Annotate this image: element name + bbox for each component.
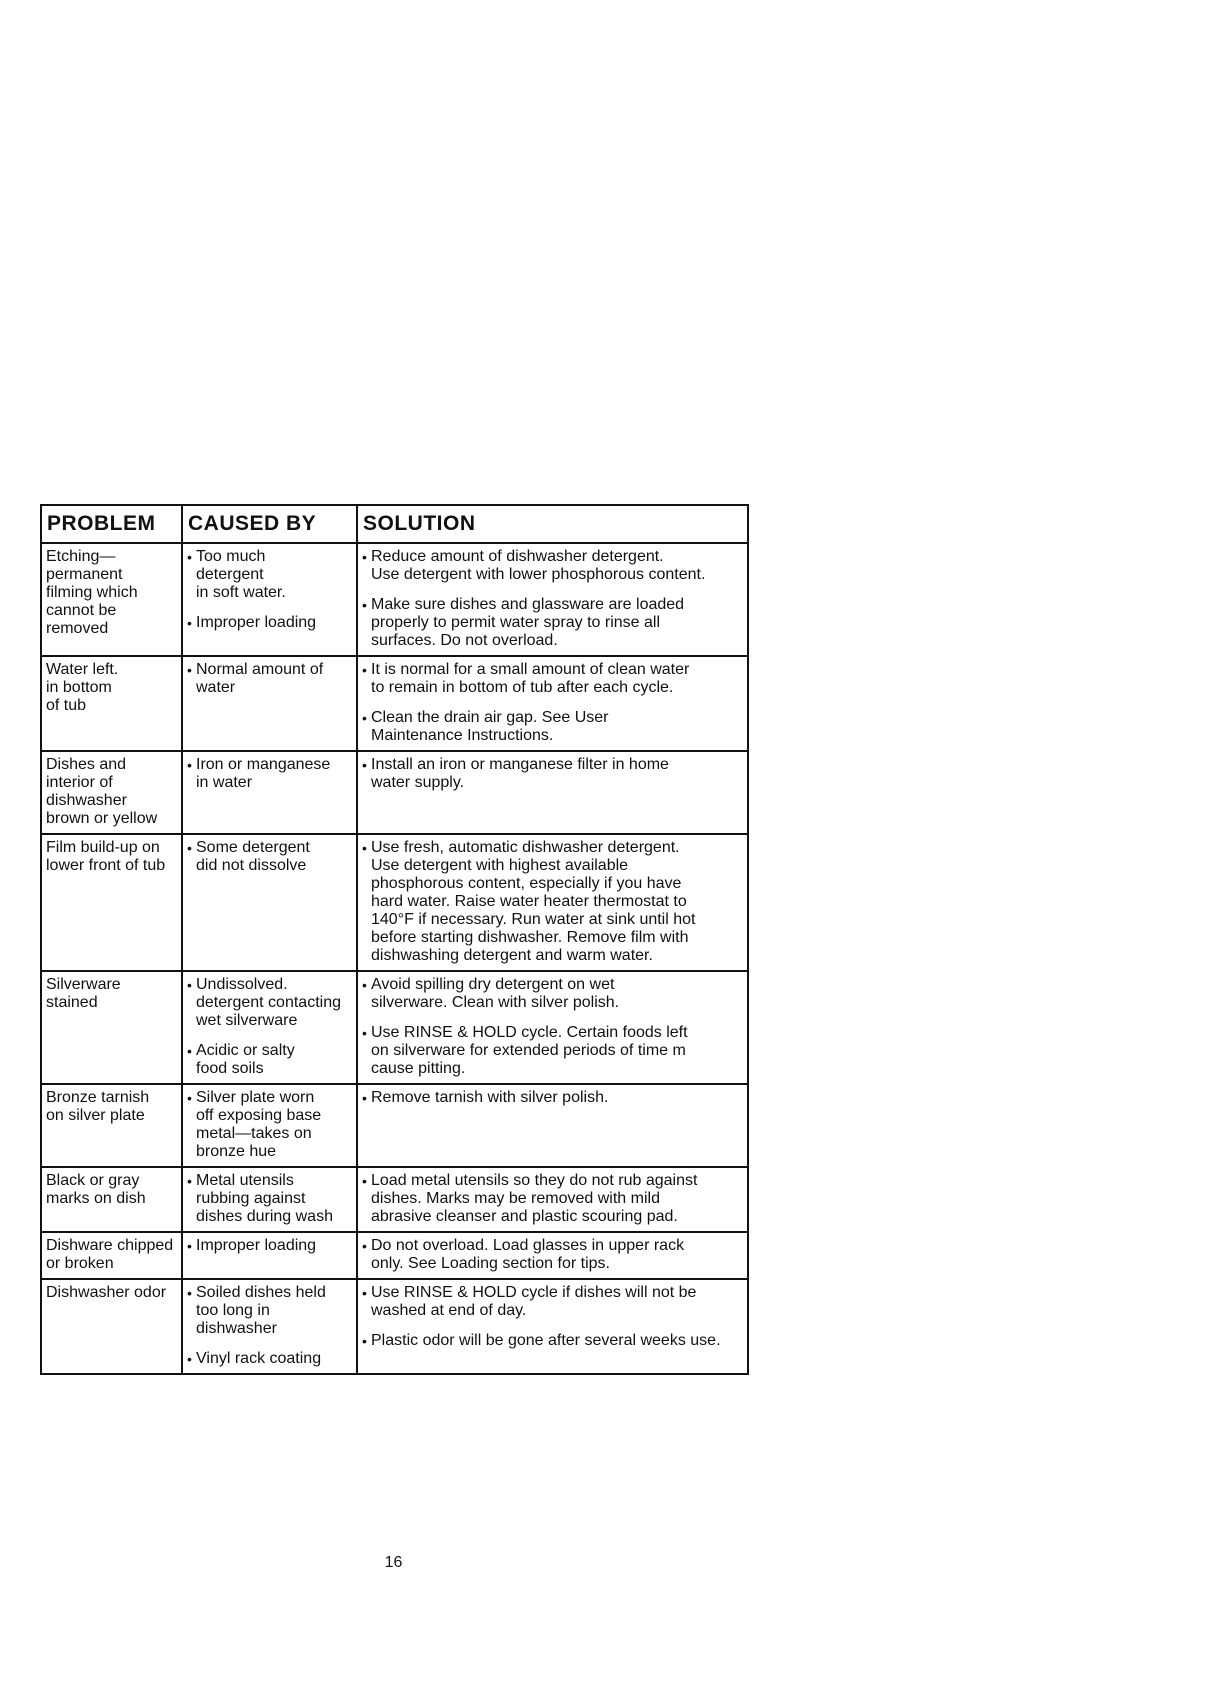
solution-item-text: Use fresh, automatic dishwasher detergent. Use detergent with highest available phosphorous content, especially if you have hard water. Raise water heater thermostat to 140°F if necessary. Run water at sink until hot before starting dishwasher. Remove film with dishwashing detergent and warm water. (371, 839, 696, 964)
solution-item (362, 596, 743, 650)
bullet-icon: • (362, 1285, 367, 1301)
bullet-icon: • (187, 757, 192, 773)
problem-cell (41, 751, 182, 834)
bullet-icon: • (362, 597, 367, 613)
cause-cell (182, 1232, 357, 1279)
solution-item (362, 756, 743, 792)
table-row (41, 543, 748, 656)
table-row (41, 1232, 748, 1279)
solution-item-text: Reduce amount of dishwasher detergent. Use detergent with lower phosphorous content. (371, 548, 706, 583)
problem-text: Etching— permanent filming which cannot be removed (46, 548, 138, 637)
cause-item-text: Acidic or salty food soils (196, 1042, 295, 1077)
solution-item-text: Avoid spilling dry detergent on wet silverware. Clean with silver polish. (371, 976, 620, 1011)
cause-cell (182, 1167, 357, 1232)
solution-item-text: Use RINSE & HOLD cycle. Certain foods left on silverware for extended periods of time m cause pitting. (371, 1024, 688, 1077)
solution-item-text: Plastic odor will be gone after several weeks use. (371, 1332, 721, 1349)
solution-item-text: Clean the drain air gap. See User Maintenance Instructions. (371, 709, 609, 744)
solution-item-text: Install an iron or manganese filter in home water supply. (371, 756, 669, 791)
problem-text: Bronze tarnish on silver plate (46, 1089, 150, 1124)
solution-item-text: Use RINSE & HOLD cycle if dishes will not be washed at end of day. (371, 1284, 697, 1319)
table-row (41, 1279, 748, 1374)
problem-text: Water left. in bottom of tub (46, 661, 119, 714)
cause-item-text: Metal utensils rubbing against dishes during wash (196, 1172, 333, 1225)
solution-item (362, 1024, 743, 1078)
problem-cell (41, 971, 182, 1084)
table-row (41, 834, 748, 971)
header-solution: SOLUTION (357, 505, 748, 543)
solution-cell (357, 543, 748, 656)
bullet-icon: • (362, 662, 367, 678)
solution-item (362, 1284, 743, 1320)
problem-text: Dishwasher odor (46, 1284, 167, 1301)
cause-cell (182, 656, 357, 751)
solution-item (362, 1237, 743, 1273)
problem-cell (41, 1232, 182, 1279)
bullet-icon: • (187, 1173, 192, 1189)
solution-item-text: Remove tarnish with silver polish. (371, 1089, 609, 1106)
cause-item (187, 661, 352, 697)
bullet-icon: • (362, 1090, 367, 1106)
solution-item (362, 661, 743, 697)
cause-item-text: Improper loading (196, 1237, 317, 1254)
cause-item (187, 1172, 352, 1226)
table-row (41, 1084, 748, 1167)
solution-item (362, 1332, 743, 1350)
table-row (41, 751, 748, 834)
cause-item (187, 1350, 352, 1368)
bullet-icon: • (187, 549, 192, 565)
solution-item (362, 709, 743, 745)
table-row (41, 1167, 748, 1232)
cause-item (187, 756, 352, 792)
problem-cell (41, 1279, 182, 1374)
header-problem: PROBLEM (41, 505, 182, 543)
problem-text: Black or gray marks on dish (46, 1172, 146, 1207)
bullet-icon: • (362, 840, 367, 856)
cause-cell (182, 834, 357, 971)
page-number: 16 (384, 1554, 403, 1571)
solution-item-text: Load metal utensils so they do not rub against dishes. Marks may be removed with mild abrasive cleanser and plastic scouring pad. (371, 1172, 698, 1225)
bullet-icon: • (187, 1351, 192, 1367)
problem-text: Dishware chipped or broken (46, 1237, 174, 1272)
table-body (41, 543, 748, 1374)
solution-cell (357, 1232, 748, 1279)
problem-cell (41, 834, 182, 971)
cause-item (187, 976, 352, 1030)
solution-cell (357, 656, 748, 751)
cause-cell (182, 1084, 357, 1167)
cause-cell (182, 1279, 357, 1374)
problem-cell (41, 1084, 182, 1167)
cause-item-text: Silver plate worn off exposing base metal—takes on bronze hue (196, 1089, 322, 1160)
solution-item (362, 548, 743, 584)
bullet-icon: • (362, 977, 367, 993)
solution-item (362, 976, 743, 1012)
cause-item (187, 1284, 352, 1338)
solution-item (362, 1172, 743, 1226)
bullet-icon: • (362, 1173, 367, 1189)
troubleshooting-document (40, 504, 747, 1375)
cause-item (187, 1237, 352, 1255)
cause-item-text: Soiled dishes held too long in dishwasher (196, 1284, 326, 1337)
bullet-icon: • (187, 1238, 192, 1254)
bullet-icon: • (187, 840, 192, 856)
bullet-icon: • (187, 1090, 192, 1106)
solution-cell (357, 1279, 748, 1374)
solution-item (362, 1089, 743, 1107)
cause-item-text: Some detergent did not dissolve (196, 839, 310, 874)
problem-cell (41, 656, 182, 751)
table-row (41, 971, 748, 1084)
solution-item (362, 839, 743, 965)
bullet-icon: • (362, 549, 367, 565)
troubleshooting-table (40, 504, 749, 1375)
problem-text: Film build-up on lower front of tub (46, 839, 166, 874)
cause-cell (182, 543, 357, 656)
bullet-icon: • (187, 615, 192, 631)
solution-cell (357, 971, 748, 1084)
table-header-row (41, 505, 748, 543)
bullet-icon: • (362, 757, 367, 773)
cause-item (187, 548, 352, 602)
bullet-icon: • (187, 1285, 192, 1301)
solution-item-text: Do not overload. Load glasses in upper rack only. See Loading section for tips. (371, 1237, 685, 1272)
table-row (41, 656, 748, 751)
bullet-icon: • (362, 1333, 367, 1349)
bullet-icon: • (362, 1025, 367, 1041)
cause-item-text: Too much detergent in soft water. (196, 548, 286, 601)
cause-item-text: Undissolved. detergent contacting wet silverware (196, 976, 341, 1029)
problem-text: Silverware stained (46, 976, 121, 1011)
problem-cell (41, 1167, 182, 1232)
solution-cell (357, 834, 748, 971)
cause-item (187, 1042, 352, 1078)
cause-cell (182, 751, 357, 834)
bullet-icon: • (362, 1238, 367, 1254)
bullet-icon: • (187, 977, 192, 993)
problem-text: Dishes and interior of dishwasher brown or yellow (46, 756, 158, 827)
solution-item-text: It is normal for a small amount of clean water to remain in bottom of tub after each cycle. (371, 661, 690, 696)
problem-cell (41, 543, 182, 656)
solution-item-text: Make sure dishes and glassware are loaded properly to permit water spray to rinse all surfaces. Do not overload. (371, 596, 685, 649)
cause-item (187, 839, 352, 875)
solution-cell (357, 1084, 748, 1167)
cause-item (187, 1089, 352, 1161)
header-caused-by: CAUSED BY (182, 505, 357, 543)
bullet-icon: • (187, 662, 192, 678)
cause-cell (182, 971, 357, 1084)
solution-cell (357, 751, 748, 834)
solution-cell (357, 1167, 748, 1232)
bullet-icon: • (187, 1043, 192, 1059)
cause-item (187, 614, 352, 632)
cause-item-text: Vinyl rack coating (196, 1350, 322, 1367)
cause-item-text: Improper loading (196, 614, 317, 631)
bullet-icon: • (362, 710, 367, 726)
cause-item-text: Iron or manganese in water (196, 756, 331, 791)
cause-item-text: Normal amount of water (196, 661, 324, 696)
